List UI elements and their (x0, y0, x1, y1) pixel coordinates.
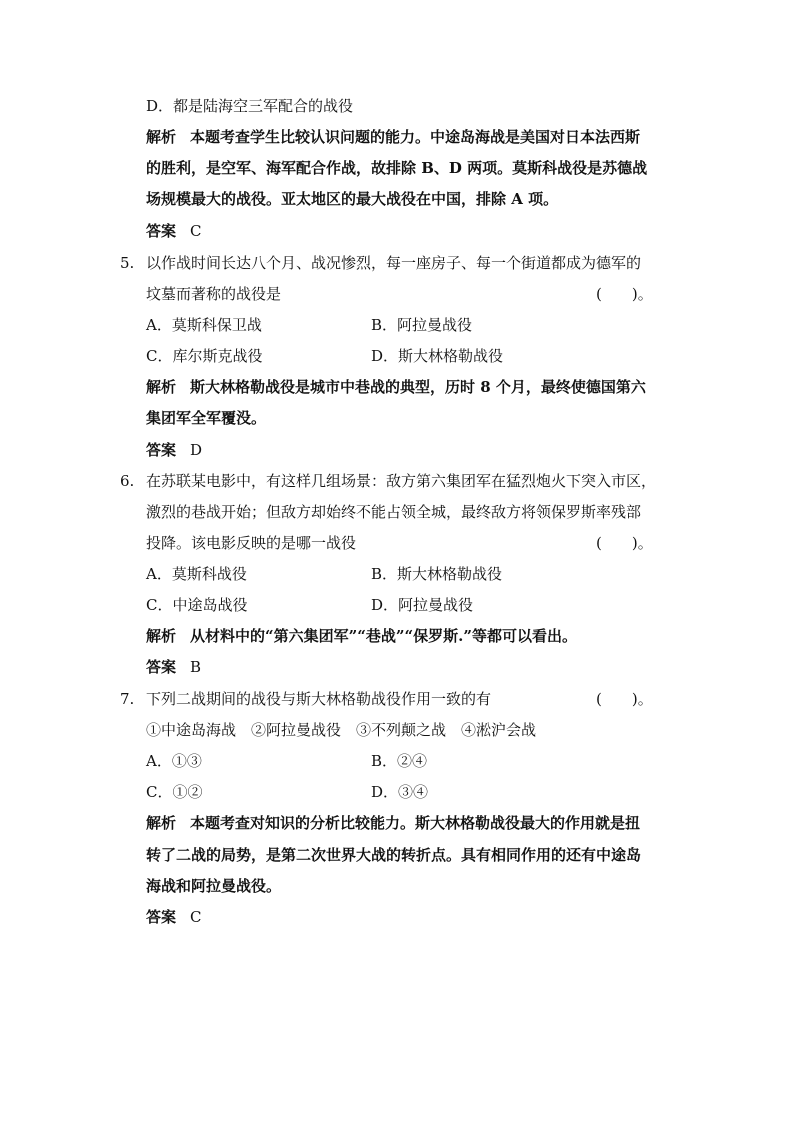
question-5-option-d: D．斯大林格勒战役 (371, 347, 504, 365)
question-number: 6. (120, 472, 135, 490)
prev-option-d: D．都是陆海空三军配合的战役 (146, 97, 354, 115)
answer-blank: ( )。 (596, 285, 653, 303)
question-7-analysis-line-1: 解析 本题考查对知识的分析比较能力。斯大林格勒战役最大的作用就是扭 (146, 814, 641, 832)
question-number: 5. (120, 254, 135, 272)
question-7-option-c: C．①② (146, 783, 203, 801)
question-7-option-d: D．③④ (371, 783, 429, 801)
answer-value: C (190, 908, 202, 926)
answer-value: B (190, 658, 202, 676)
question-7-sub-items: ①中途岛海战 ②阿拉曼战役 ③不列颠之战 ④淞沪会战 (146, 721, 537, 739)
analysis-label: 解析 (146, 627, 177, 645)
answer-label: 答案 (146, 441, 177, 459)
answer-blank: ( )。 (596, 534, 653, 552)
question-5-option-b: B．阿拉曼战役 (371, 316, 473, 334)
question-6-stem-line-2: 激烈的巷战开始；但敌方却始终不能占领全城，最终敌方将领保罗斯率残部 (146, 503, 642, 521)
prev-analysis-line-2: 的胜利，是空军、海军配合作战，故排除 B、D 两项。莫斯科战役是苏德战 (146, 159, 648, 177)
prev-answer (146, 221, 202, 241)
question-7-option-a: A．①③ (146, 752, 202, 770)
question-5-stem-line-1: 5. 以作战时间长达八个月、战况惨烈，每一座房子、每一个街道都成为德军的 (120, 254, 642, 272)
answer-value: D (190, 441, 203, 459)
question-number: 7. (120, 690, 135, 708)
question-5-option-a: A．莫斯科保卫战 (146, 316, 262, 334)
question-7-analysis-line-3: 海战和阿拉曼战役。 (146, 877, 282, 895)
question-7-answer (146, 907, 202, 927)
question-6-analysis-line-1: 解析 从材料中的“第六集团军”“巷战”“保罗斯.”等都可以看出。 (146, 627, 578, 645)
question-6-option-a: A．莫斯科战役 (146, 565, 247, 583)
question-7-analysis-line-2: 转了二战的局势，是第二次世界大战的转折点。具有相同作用的还有中途岛 (146, 846, 642, 864)
question-6-option-b: B．斯大林格勒战役 (371, 565, 503, 583)
question-7-stem-line-1: 7. 下列二战期间的战役与斯大林格勒战役作用一致的有 ( )。 (120, 690, 653, 708)
question-5-option-c: C．库尔斯克战役 (146, 347, 263, 365)
prev-analysis-line-3: 场规模最大的战役。亚太地区的最大战役在中国，排除 A 项。 (146, 190, 559, 208)
answer-value: C (190, 222, 202, 240)
question-7-option-b: B．②④ (371, 752, 428, 770)
answer-label: 答案 (146, 222, 177, 240)
question-6-stem-line-3: 投降。该电影反映的是哪一战役 ( )。 (146, 534, 653, 552)
question-6-answer (146, 657, 201, 677)
question-5-answer (146, 440, 202, 460)
analysis-label: 解析 (146, 128, 177, 146)
analysis-label: 解析 (146, 814, 177, 832)
answer-label: 答案 (146, 658, 177, 676)
question-5-analysis-line-2: 集团军全军覆没。 (146, 409, 267, 427)
answer-label: 答案 (146, 908, 177, 926)
question-6-option-d: D．阿拉曼战役 (371, 596, 474, 614)
answer-blank: ( )。 (596, 690, 653, 708)
question-6-option-c: C．中途岛战役 (146, 596, 248, 614)
prev-analysis-line-1: 解析 本题考查学生比较认识问题的能力。中途岛海战是美国对日本法西斯 (146, 128, 641, 146)
analysis-label: 解析 (146, 378, 177, 396)
question-5-analysis-line-1: 解析 斯大林格勒战役是城市中巷战的典型，历时 8 个月，最终使德国第六 (146, 378, 646, 396)
question-5-stem-line-2: 坟墓而著称的战役是 ( )。 (146, 285, 653, 303)
question-6-stem-line-1: 6. 在苏联某电影中，有这样几组场景：敌方第六集团军在猛烈炮火下突入市区， (120, 472, 657, 490)
